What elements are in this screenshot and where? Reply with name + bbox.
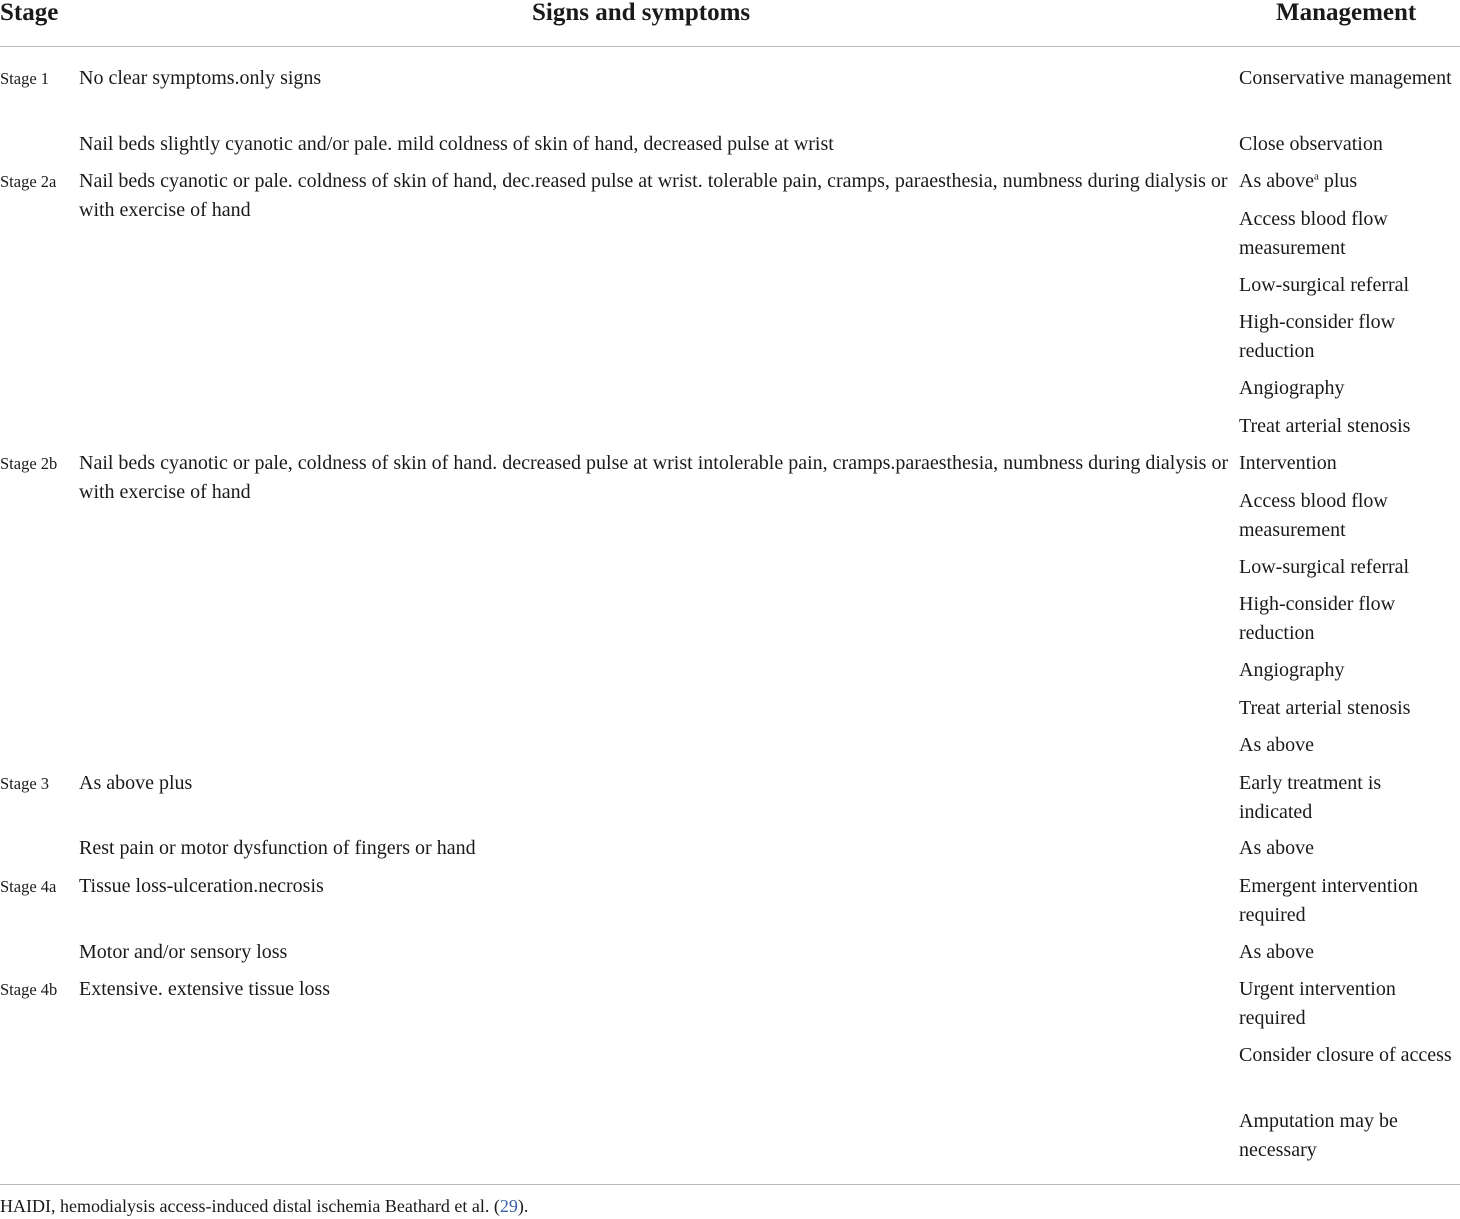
as-above-text: As above [1239, 170, 1314, 192]
footnote-text: HAIDI, hemodialysis access-induced distal ischemia Beathard et al. ( [0, 1196, 500, 1216]
as-above-plus: plus [1318, 170, 1358, 192]
management-cell: Access blood flow measurement [1239, 490, 1388, 541]
management-cell: Treat arterial stenosis [1239, 697, 1411, 719]
management-cell: Angiography [1239, 659, 1345, 681]
signs-cell: As above plus [79, 772, 193, 794]
table-footnote [0, 1193, 528, 1219]
management-cell: Consider closure of access [1239, 1044, 1452, 1066]
management-cell: Close observation [1239, 133, 1383, 155]
footnote-close: ). [517, 1196, 529, 1216]
stage-label: Stage 2b [0, 454, 58, 473]
management-cell: Intervention [1239, 452, 1337, 474]
stage-label: Stage 1 [0, 69, 50, 88]
signs-cell: Tissue loss-ulceration.necrosis [79, 875, 324, 897]
management-cell: Conservative management [1239, 67, 1452, 89]
management-cell: High-consider flow reduction [1239, 311, 1396, 362]
management-cell: Low-surgical referral [1239, 556, 1410, 578]
header-signs: Signs and symptoms [532, 0, 751, 26]
signs-cell: Rest pain or motor dysfunction of fingers or hand [79, 837, 476, 859]
management-cell: Treat arterial stenosis [1239, 415, 1411, 437]
management-cell: Amputation may be necessary [1239, 1110, 1398, 1161]
header-rule [0, 46, 1460, 47]
management-cell: As above [1239, 837, 1314, 859]
citation-link[interactable]: 29 [499, 1196, 518, 1216]
management-cell: Early treatment is indicated [1239, 772, 1382, 823]
management-cell: High-consider flow reduction [1239, 593, 1396, 644]
signs-cell: Nail beds cyanotic or pale, coldness of skin of hand. decreased pulse at wrist intolerable pain, cramps.paraesthesia, numbness during dialysis or with exercise of hand [79, 452, 1229, 503]
management-cell: Angiography [1239, 377, 1345, 399]
stage-label: Stage 4b [0, 980, 58, 999]
header-management: Management [1276, 0, 1417, 26]
management-cell: Access blood flow measurement [1239, 208, 1388, 259]
table-bottom-rule [0, 1184, 1460, 1185]
management-cell: Emergent intervention required [1239, 875, 1419, 926]
signs-cell: Motor and/or sensory loss [79, 941, 288, 963]
management-cell: Low-surgical referral [1239, 274, 1410, 296]
stage-label: Stage 4a [0, 877, 57, 896]
header-stage: Stage [0, 0, 59, 26]
management-cell [1239, 167, 1454, 196]
signs-cell: Nail beds cyanotic or pale. coldness of skin of hand, dec.reased pulse at wrist. tolerable pain, cramps, paraesthesia, numbness during dialysis or with exercise of hand [79, 170, 1228, 221]
management-cell: As above [1239, 734, 1314, 756]
footnote-marker: a [1313, 170, 1319, 183]
management-cell: Urgent intervention required [1239, 978, 1396, 1029]
signs-cell: No clear symptoms.only signs [79, 67, 322, 89]
signs-cell: Extensive. extensive tissue loss [79, 978, 331, 1000]
signs-cell: Nail beds slightly cyanotic and/or pale. mild coldness of skin of hand, decreased pulse at wrist [79, 133, 834, 155]
management-cell: As above [1239, 941, 1314, 963]
stage-label: Stage 3 [0, 774, 50, 793]
stage-label: Stage 2a [0, 172, 57, 191]
